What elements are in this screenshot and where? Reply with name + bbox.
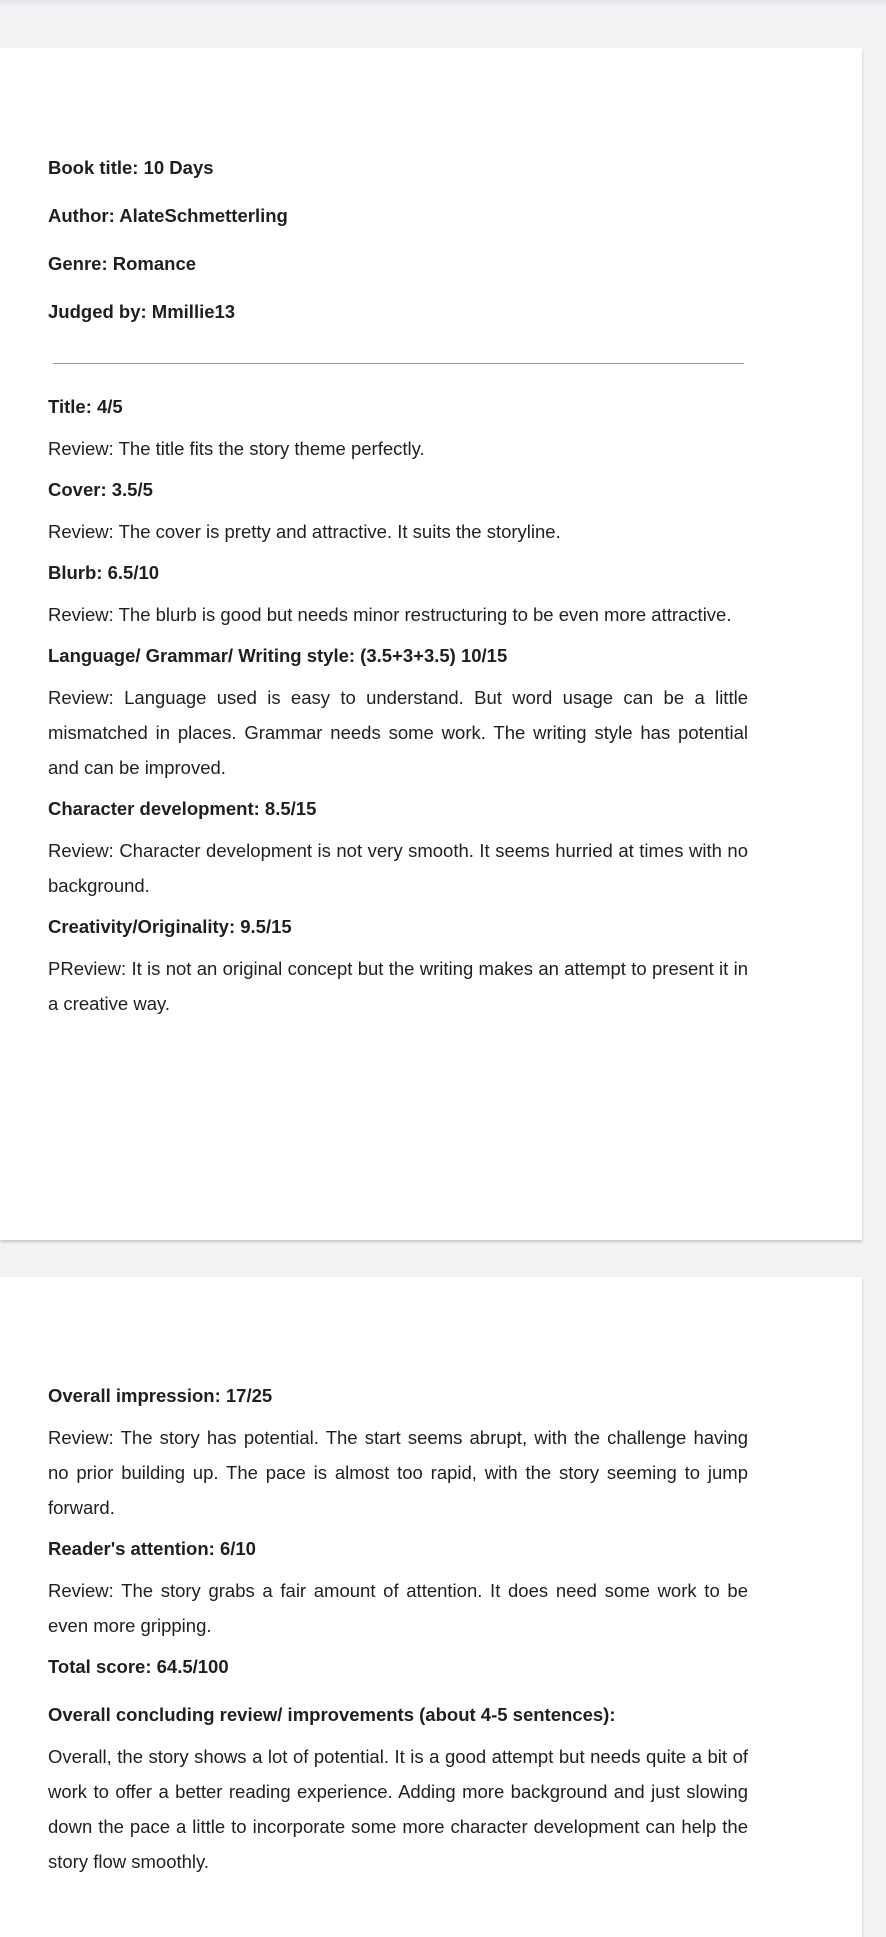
title-review: Review: The title fits the story theme perfectly.: [48, 438, 425, 459]
cover-review: Review: The cover is pretty and attractive. It suits the storyline.: [48, 521, 561, 542]
cover-score: Cover: 3.5/5: [48, 479, 153, 500]
creativity-review: PReview: It is not an original concept but the writing makes an attempt to present it in a creative way.: [48, 958, 748, 1014]
document-page-1: [0, 48, 862, 1240]
book-meta: [48, 156, 748, 324]
overall-impression-score: Overall impression: 17/25: [48, 1385, 273, 1406]
title-score: Title: 4/5: [48, 396, 123, 417]
language-review: Review: Language used is easy to understand. But word usage can be a little mismatched in places. Grammar needs some work. The writing style has potential and can be improved.: [48, 687, 748, 778]
book-title: Book title: 10 Days: [48, 157, 214, 178]
total-score: Total score: 64.5/100: [48, 1656, 229, 1677]
concluding-heading: Overall concluding review/ improvements (about 4-5 sentences):: [48, 1704, 616, 1725]
blurb-score: Blurb: 6.5/10: [48, 562, 160, 583]
horizontal-divider: [53, 363, 744, 364]
judged-by: Judged by: Mmillie13: [48, 301, 236, 322]
blurb-review: Review: The blurb is good but needs minor restructuring to be even more attractive.: [48, 604, 732, 625]
character-review: Review: Character development is not very smooth. It seems hurried at times with no background.: [48, 840, 748, 896]
readers-attention-review: Review: The story grabs a fair amount of attention. It does need some work to be even more gripping.: [48, 1580, 748, 1636]
book-author: Author: AlateSchmetterling: [48, 205, 288, 226]
book-genre: Genre: Romance: [48, 253, 197, 274]
document-page-2: [0, 1277, 862, 1937]
creativity-score: Creativity/Originality: 9.5/15: [48, 916, 292, 937]
concluding-text: Overall, the story shows a lot of potential. It is a good attempt but needs quite a bit of work to offer a better reading experience. Adding more background and just slowing down the pace a little to incorporate some more character development can help the story flow smoothly.: [48, 1746, 748, 1872]
language-score: Language/ Grammar/ Writing style: (3.5+3+3.5) 10/15: [48, 645, 508, 666]
overall-impression-review: Review: The story has potential. The start seems abrupt, with the challenge having no prior building up. The pace is almost too rapid, with the story seeming to jump forward.: [48, 1427, 748, 1518]
readers-attention-score: Reader's attention: 6/10: [48, 1538, 256, 1559]
character-score: Character development: 8.5/15: [48, 798, 317, 819]
top-shadow: [0, 0, 886, 6]
